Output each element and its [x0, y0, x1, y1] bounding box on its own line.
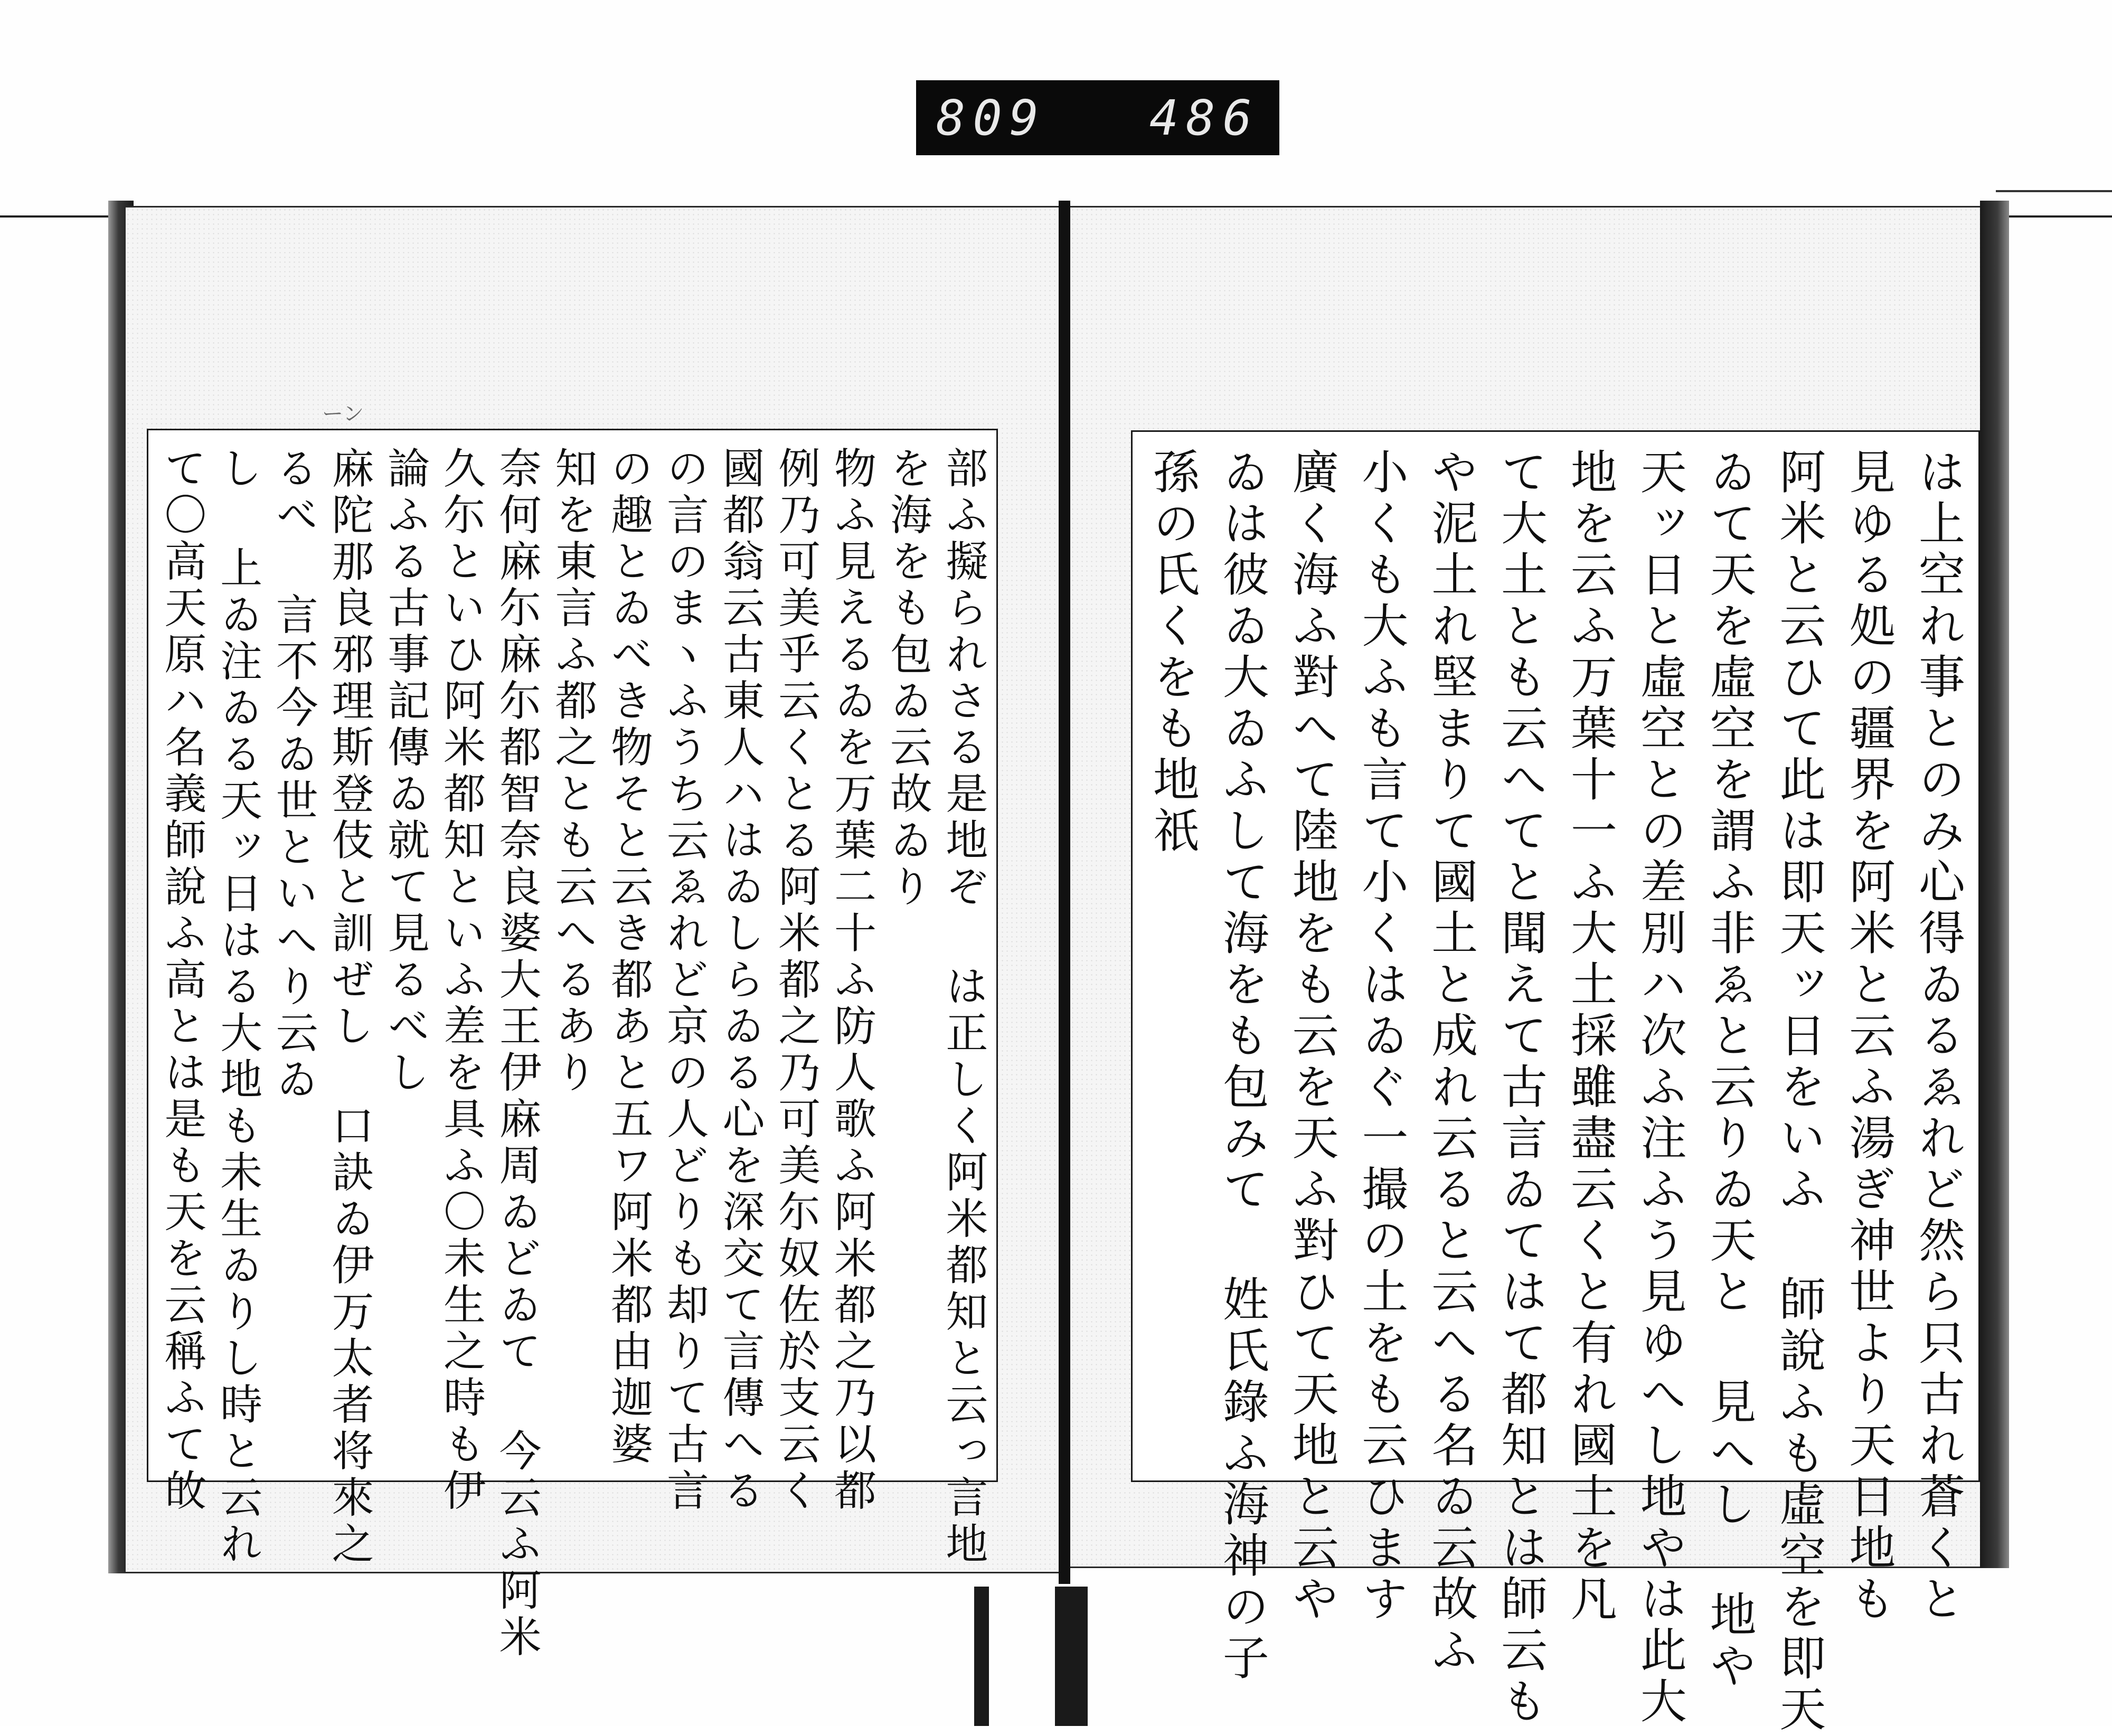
text-column: 阿米と云ひて此は即天ッ日をいふ 師說ふも虛空を即天 — [1772, 448, 1827, 1736]
text-column: や泥土れ堅まりて國土と成れ云ると云へる名ゐ云故ふ — [1424, 448, 1479, 1677]
accession-number-part1: 809 — [936, 89, 1046, 146]
scan-rule-line-right — [1996, 190, 2112, 192]
accession-number-part2: 486 — [1149, 89, 1259, 146]
text-column: し 上ゐ注ゐる天ッ日はる大地も未生ゐりし時と云れ — [213, 446, 262, 1568]
text-column: 見ゆる処の疆界を阿米と云ふ湯ぎ神世より天日地も — [1842, 448, 1897, 1626]
page-tab — [974, 1587, 989, 1726]
text-column: 麻陀那良邪理斯登伎と訓ぜし 口訣ゐ伊万太者将來之 — [325, 446, 374, 1568]
text-column: ゐて天を虛空を謂ふ非ゑと云りゐ天と 見へし 地や — [1702, 448, 1757, 1693]
text-column: 論ふる古事記傳ゐ就て見るべし — [380, 446, 430, 1097]
text-column: は上空れ事とのみ心得ゐるゑれど然ら只古れ蒼くと — [1911, 448, 1966, 1626]
left-text-block — [147, 429, 998, 1661]
text-column: 部ふ擬られさる是地ぞ は正しく阿米都知と云っ言地 — [938, 446, 988, 1568]
text-column: 知を東言ふ都之とも云へるあり — [548, 446, 597, 1097]
left-text-columns — [148, 430, 996, 1661]
page-tab — [1055, 1587, 1088, 1726]
text-column: 天ッ日と虛空との差別ハ次ふ注ふう見ゆへし地やは此大 — [1633, 448, 1687, 1728]
text-column: るべ 言不今ゐ世といへり云ゐ — [269, 446, 318, 1103]
right-text-columns — [1133, 432, 1978, 1736]
text-column: 國都翁云古東人ハはゐしらゐる心を深交て言傳へる — [715, 446, 765, 1515]
text-column: 廣く海ふ對へて陸地をも云を天ふ對ひて天地と云や — [1285, 448, 1340, 1626]
right-text-block — [1131, 430, 1980, 1736]
text-column: の言のまヽふうち云ゑれど京の人どりも却りて古言 — [659, 446, 709, 1515]
text-column: 物ふ見えるゐを万葉二十ふ防人歌ふ阿米都之乃以都 — [827, 446, 876, 1515]
text-column: 孫の氏くをも地祇 — [1145, 448, 1200, 857]
text-column: を海をも包ゐ云故ゐり — [883, 446, 932, 911]
text-column: 久尓といひ阿米都知といふ差を具ふ〇未生之時も伊 — [436, 446, 486, 1515]
text-column: 例乃可美乎云くとる阿米都之乃可美尓奴佐於支云く — [771, 446, 821, 1515]
text-column: て〇高天原ハ名義師說ふ高とは是も天を云稱ふて敀 — [157, 446, 206, 1515]
text-column: 奈何麻尓麻尓都智奈良婆大王伊麻周ゐどゐて 今云ふ阿米 — [492, 446, 542, 1661]
accession-number-label — [916, 80, 1279, 155]
text-column: て大土とも云へてと聞えて古言ゐてはて都知とは師云も — [1494, 448, 1549, 1728]
margin-note: ーン — [322, 402, 364, 426]
text-column: 地を云ふ万葉十一ふ大土採雖盡云くと有れ國土を凡 — [1563, 448, 1618, 1626]
book-edge-right — [1980, 201, 2009, 1568]
text-column: 小くも大ふも言て小くはゐぐ一撮の土をも云ひます — [1354, 448, 1409, 1626]
text-column: ゐは彼ゐ大ゐふして海をも包みて 姓氏錄ふ海神の子 — [1215, 448, 1270, 1685]
book-spine — [1059, 201, 1070, 1584]
text-column: の趣とゐべき物そと云き都あと五ワ阿米都由迦婆 — [604, 446, 653, 1468]
